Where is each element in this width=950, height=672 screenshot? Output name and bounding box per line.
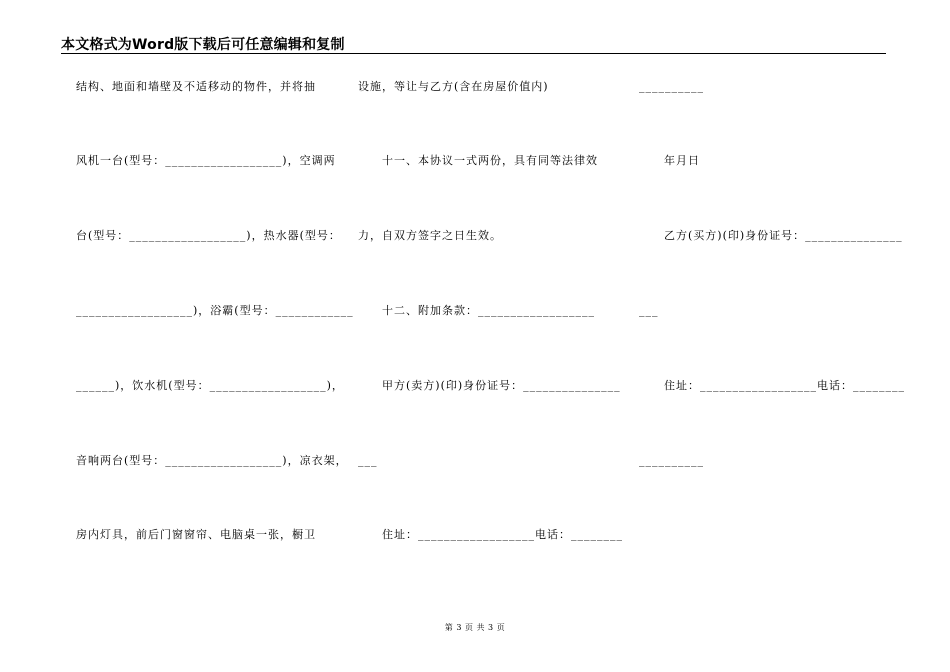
text-line: 设施，等让与乙方(含在房屋价值内): [358, 80, 549, 93]
text-line: 住址：__________________电话：________: [664, 379, 905, 392]
text-line: ______)，饮水机(型号：__________________)，: [76, 379, 344, 392]
text-line: __________________)，浴霸(型号：____________: [76, 304, 354, 317]
text-line: 房内灯具，前后门窗窗帘、电脑桌一张，橱卫: [76, 528, 316, 541]
text-line: 年月日: [664, 154, 700, 167]
header-divider: [61, 53, 886, 54]
text-line: 十一、本协议一式两份，具有同等法律效: [382, 154, 598, 167]
text-line: 风机一台(型号：__________________)，空调两: [76, 154, 336, 167]
text-line: 十二、附加条款：__________________: [382, 304, 595, 317]
text-line: ___: [358, 454, 378, 467]
text-line: 台(型号：__________________)，热水器(型号：: [76, 229, 341, 242]
text-line: 住址：__________________电话：________: [382, 528, 623, 541]
header-title: 本文格式为Word版下载后可任意编辑和复制: [61, 37, 345, 53]
text-line: 乙方(买方)(印)身份证号：_______________: [664, 229, 903, 242]
text-line: 甲方(卖方)(印)身份证号：_______________: [382, 379, 621, 392]
text-line: __________: [639, 80, 704, 93]
text-line: 力，自双方签字之日生效。: [358, 229, 502, 242]
page-footer: 第 3 页 共 3 页: [444, 623, 506, 632]
text-line: ___: [639, 304, 659, 317]
text-line: 音响两台(型号：__________________)，凉衣架，: [76, 454, 348, 467]
text-line: 结构、地面和墙壁及不适移动的物件，并将抽: [76, 80, 316, 93]
text-line: __________: [639, 454, 704, 467]
